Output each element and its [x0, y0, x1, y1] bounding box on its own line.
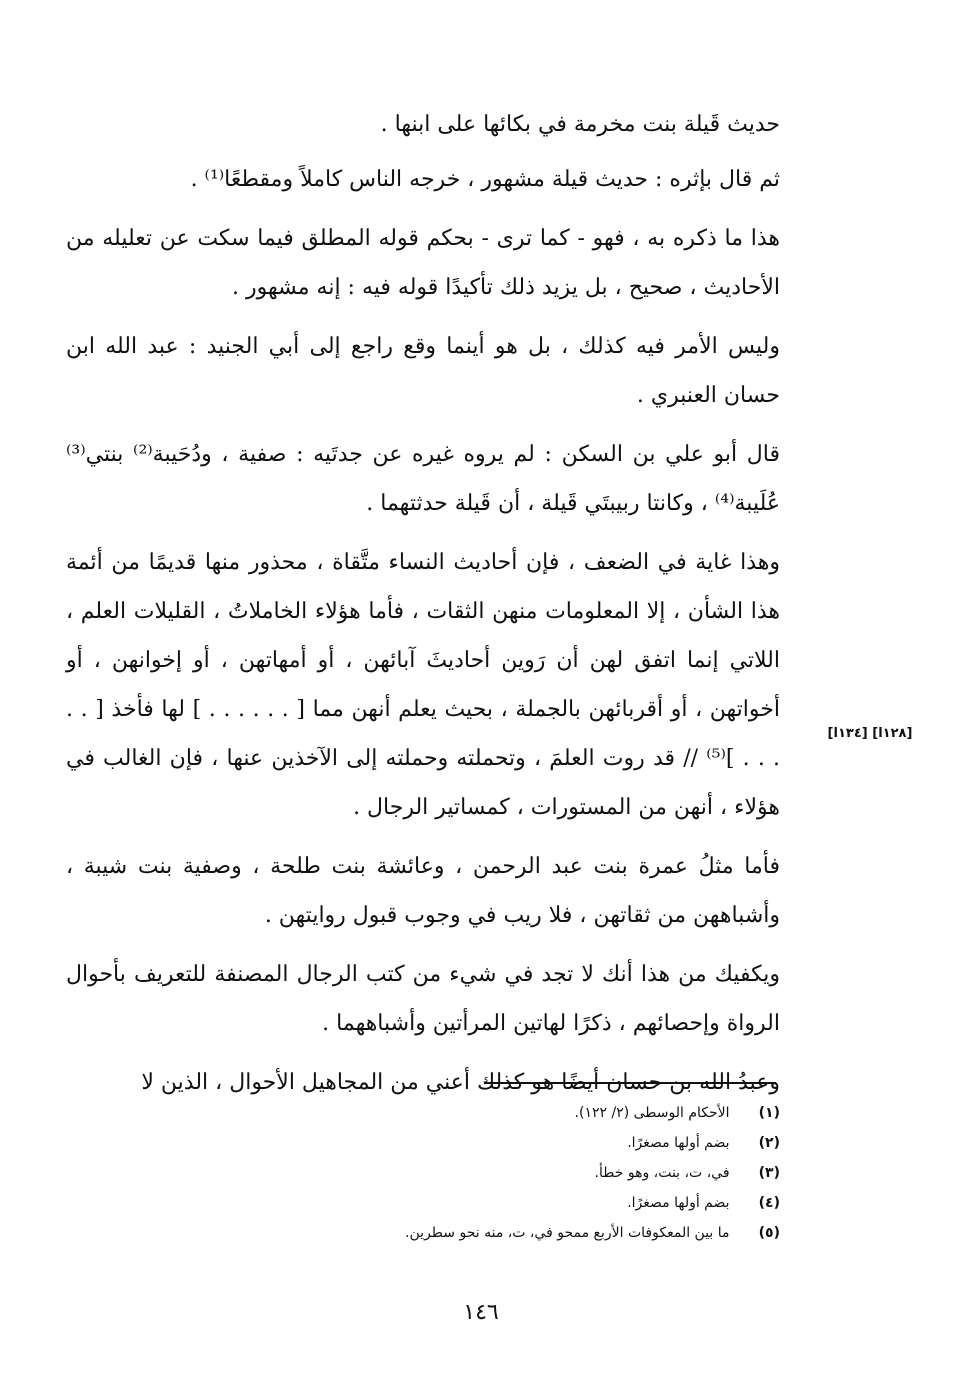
manuscript-folio-reference: [١٣٤ا] [١٢٨ا] — [827, 726, 913, 741]
footnote-number: (٤) — [758, 1195, 780, 1211]
footnote-number: (٥) — [758, 1225, 780, 1241]
footnote-number: (١) — [758, 1105, 780, 1121]
footnote-text: بضم أولها مصغرًا. — [627, 1195, 730, 1211]
footnote-text: الأحكام الوسطى (٢/ ١٢٢). — [574, 1105, 730, 1121]
footnote-item — [330, 1218, 780, 1248]
page-number: ١٤٦ — [463, 1300, 499, 1325]
footnotes — [330, 1098, 780, 1248]
footnote-text: بضم أولها مصغرًا. — [627, 1135, 730, 1151]
paragraph: حديث قَيلة بنت مخرمة في بكائها على ابنها . — [380, 112, 780, 137]
footnote-separator — [484, 1082, 776, 1084]
footnote-item — [330, 1128, 780, 1158]
paragraph: فأما مثلُ عمرة بنت عبد الرحمن ، وعائشة بنت طلحة ، وصفية بنت شيبة ، وأشباههن من ثقاتهن ، فلا ريب في وجوب قبول روايتهن . — [66, 854, 781, 928]
footnote-text: في، ت، بنت، وهو خطأ. — [594, 1165, 730, 1181]
paragraph: هذا ما ذكره به ، فهو - كما ترى - بحكم قوله المطلق فيما سكت عن تعليله من الأحاديث ، صحيح ، بل يزيد ذلك تأكيدًا قوله فيه : إنه مشهور . — [66, 226, 780, 300]
footnote-item — [330, 1098, 780, 1128]
footnote-text: ما بين المعكوفات الأربع ممحو في، ت، منه نحو سطرين. — [405, 1225, 730, 1241]
paragraph: وعبدُ الله بن حسان أيضًا هو كذلك أعني من المجاهيل الأحوال ، الذين لا — [141, 1070, 780, 1095]
footnote-item — [330, 1188, 780, 1218]
paragraph: قال أبو علي بن السكن : لم يروه غيره عن جدتَيه : صفية ، ودُحَيبة⁽²⁾ بنتي⁽³⁾ عُلَيبة⁽⁴⁾ ، وكانتا ربيبتَي قَيلة ، أن قَيلة حدثتهما . — [66, 442, 780, 516]
footnote-number: (٢) — [758, 1135, 780, 1151]
footnote-number: (٣) — [758, 1165, 780, 1181]
paragraph: ثم قال بإثره : حديث قيلة مشهور ، خرجه الناس كاملاً ومقطعًا⁽¹⁾ . — [190, 167, 780, 192]
paragraph: وليس الأمر فيه كذلك ، بل هو أينما وقع راجع إلى أبي الجنيد : عبد الله ابن حسان العنبري . — [66, 334, 780, 408]
main-text — [66, 100, 780, 1117]
footnote-item — [330, 1158, 780, 1188]
paragraph: وهذا غاية في الضعف ، فإن أحاديث النساء متَّقاة ، محذور منها قديمًا من أئمة هذا الشأن ، إلا المعلومات منهن الثقات ، فأما هؤلاء الخاملاتُ ، القليلات العلم ، اللاتي إنما اتفق لهن أن رَوين أحاديثَ آبائهن ، أو أمهاتهن ، أو إخوانهن ، أو أخواتهن ، أو أقربائهن بالجملة ، بحيث يعلم أنهن مما [ . . . . . . ] لها فأخذ [ . . . . . ]⁽⁵⁾ // قد روت العلمَ ، وتحملته وحملته إلى الآخذين عنها ، فإن الغالب في هؤلاء ، أنهن من المستورات ، كمساتير الرجال . — [66, 550, 780, 820]
paragraph: ويكفيك من هذا أنك لا تجد في شيء من كتب الرجال المصنفة للتعريف بأحوال الرواة وإحصائهم ، ذكرًا لهاتين المرأتين وأشباههما . — [66, 962, 780, 1036]
